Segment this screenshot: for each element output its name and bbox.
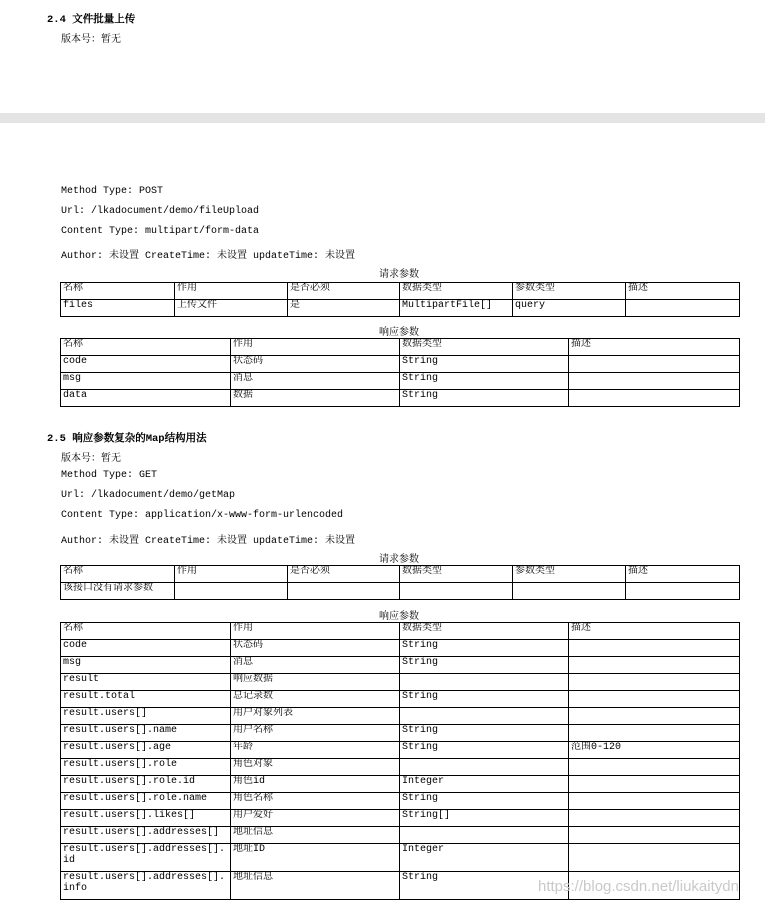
table-cell xyxy=(569,674,740,691)
table-row xyxy=(61,742,740,759)
table-cell: 地址ID xyxy=(231,844,400,872)
table-cell xyxy=(626,583,740,600)
table-header-cell: 名称 xyxy=(61,339,231,356)
table-cell: result.users[] xyxy=(61,708,231,725)
table-row xyxy=(61,793,740,810)
table-header-cell: 是否必须 xyxy=(288,283,400,300)
table-cell xyxy=(569,708,740,725)
table-cell: 角色id xyxy=(231,776,400,793)
response-params-table xyxy=(60,622,740,900)
table-cell xyxy=(569,657,740,674)
table-cell xyxy=(400,708,569,725)
table-cell xyxy=(569,844,740,872)
table-cell: String xyxy=(400,373,569,390)
table-cell: result.users[].addresses[].info xyxy=(61,872,231,900)
table-row xyxy=(61,759,740,776)
table-header-cell: 作用 xyxy=(175,566,288,583)
table-cell: 响应数据 xyxy=(231,674,400,691)
table-row xyxy=(61,356,740,373)
table-cell: result xyxy=(61,674,231,691)
table-cell: msg xyxy=(61,373,231,390)
table-row xyxy=(61,844,740,872)
table-cell: 地址信息 xyxy=(231,872,400,900)
table-cell: result.users[].likes[] xyxy=(61,810,231,827)
url-text: Url: /lkadocument/demo/getMap xyxy=(61,490,236,501)
table-header-cell: 描述 xyxy=(569,623,740,640)
author-info: Author: 未设置 CreateTime: 未设置 updateTime: 未设置 xyxy=(61,251,356,262)
table-cell: 上传文件 xyxy=(175,300,288,317)
response-params-caption: 响应参数 xyxy=(379,328,419,339)
table-cell: String xyxy=(400,872,569,900)
table-header-cell: 参数类型 xyxy=(513,566,626,583)
table-cell xyxy=(569,640,740,657)
table-cell: 用户对象列表 xyxy=(231,708,400,725)
table-cell xyxy=(513,583,626,600)
table-cell xyxy=(569,759,740,776)
table-cell: 用户名称 xyxy=(231,725,400,742)
table-cell xyxy=(569,691,740,708)
table-header-cell: 是否必须 xyxy=(288,566,400,583)
table-cell: 状态码 xyxy=(231,640,400,657)
table-cell: String[] xyxy=(400,810,569,827)
table-cell: 用户爱好 xyxy=(231,810,400,827)
table-header-cell: 参数类型 xyxy=(513,283,626,300)
table-cell xyxy=(400,583,513,600)
table-cell: result.total xyxy=(61,691,231,708)
table-cell: 状态码 xyxy=(231,356,400,373)
version-text: 版本号：暂无 xyxy=(61,454,121,465)
table-cell xyxy=(569,356,740,373)
table-header-row xyxy=(61,566,740,583)
table-header-cell: 名称 xyxy=(61,283,175,300)
table-row xyxy=(61,708,740,725)
section-title: 2.4 文件批量上传 xyxy=(47,14,136,26)
table-header-cell: 数据类型 xyxy=(400,623,569,640)
table-cell xyxy=(569,725,740,742)
table-cell xyxy=(569,793,740,810)
table-cell: 角色名称 xyxy=(231,793,400,810)
table-cell: result.users[].age xyxy=(61,742,231,759)
table-cell: 是 xyxy=(288,300,400,317)
table-cell: String xyxy=(400,657,569,674)
table-row xyxy=(61,810,740,827)
table-row xyxy=(61,725,740,742)
table-header-cell: 数据类型 xyxy=(400,339,569,356)
table-cell: 地址信息 xyxy=(231,827,400,844)
table-header-cell: 作用 xyxy=(231,339,400,356)
table-cell xyxy=(569,827,740,844)
table-row xyxy=(61,583,740,600)
table-cell: 范围0-120 xyxy=(569,742,740,759)
table-cell: Integer xyxy=(400,844,569,872)
table-cell: result.users[].role.id xyxy=(61,776,231,793)
watermark: https://blog.csdn.net/liukaitydn xyxy=(538,878,739,895)
table-header-cell: 描述 xyxy=(626,566,740,583)
table-cell xyxy=(288,583,400,600)
table-row xyxy=(61,657,740,674)
table-cell xyxy=(626,300,740,317)
table-cell xyxy=(569,373,740,390)
table-cell: String xyxy=(400,793,569,810)
table-cell: Integer xyxy=(400,776,569,793)
table-header-row xyxy=(61,283,740,300)
table-header-cell: 数据类型 xyxy=(400,566,513,583)
table-header-cell: 作用 xyxy=(231,623,400,640)
table-cell: query xyxy=(513,300,626,317)
table-row xyxy=(61,674,740,691)
url-text: Url: /lkadocument/demo/fileUpload xyxy=(61,206,260,217)
request-params-caption: 请求参数 xyxy=(379,555,419,566)
table-cell: msg xyxy=(61,657,231,674)
table-cell: result.users[].addresses[].id xyxy=(61,844,231,872)
table-cell: String xyxy=(400,640,569,657)
table-row xyxy=(61,691,740,708)
table-header-cell: 描述 xyxy=(569,339,740,356)
version-text: 版本号：暂无 xyxy=(61,35,121,46)
table-cell: String xyxy=(400,390,569,407)
table-cell xyxy=(569,390,740,407)
content-type: Content Type: multipart/form-data xyxy=(61,226,260,237)
table-cell xyxy=(400,759,569,776)
table-cell xyxy=(569,776,740,793)
table-cell: 总记录数 xyxy=(231,691,400,708)
table-header-row xyxy=(61,623,740,640)
table-header-cell: 作用 xyxy=(175,283,288,300)
response-params-table xyxy=(60,338,740,407)
page-separator xyxy=(0,113,765,123)
table-cell: code xyxy=(61,640,231,657)
table-cell: 数据 xyxy=(231,390,400,407)
table-cell: result.users[].role xyxy=(61,759,231,776)
table-header-cell: 数据类型 xyxy=(400,283,513,300)
request-params-caption: 请求参数 xyxy=(379,270,419,281)
table-cell: 角色对象 xyxy=(231,759,400,776)
method-type: Method Type: POST xyxy=(61,186,164,197)
table-cell: 年龄 xyxy=(231,742,400,759)
table-cell: String xyxy=(400,356,569,373)
table-cell: String xyxy=(400,742,569,759)
table-cell: 消息 xyxy=(231,373,400,390)
method-type: Method Type: GET xyxy=(61,470,158,481)
table-row xyxy=(61,827,740,844)
table-header-cell: 名称 xyxy=(61,623,231,640)
table-cell xyxy=(175,583,288,600)
table-row xyxy=(61,390,740,407)
section-title: 2.5 响应参数复杂的Map结构用法 xyxy=(47,433,207,445)
table-row xyxy=(61,776,740,793)
table-header-row xyxy=(61,339,740,356)
table-cell: data xyxy=(61,390,231,407)
table-cell: String xyxy=(400,725,569,742)
table-cell: files xyxy=(61,300,175,317)
request-params-table xyxy=(60,282,740,317)
table-header-cell: 名称 xyxy=(61,566,175,583)
table-cell: MultipartFile[] xyxy=(400,300,513,317)
table-cell: code xyxy=(61,356,231,373)
table-row xyxy=(61,373,740,390)
table-row xyxy=(61,300,740,317)
table-cell: 消息 xyxy=(231,657,400,674)
table-header-cell: 描述 xyxy=(626,283,740,300)
table-cell: result.users[].name xyxy=(61,725,231,742)
table-cell xyxy=(569,810,740,827)
request-params-table xyxy=(60,565,740,600)
table-cell: result.users[].role.name xyxy=(61,793,231,810)
response-params-caption: 响应参数 xyxy=(379,612,419,623)
author-info: Author: 未设置 CreateTime: 未设置 updateTime: 未设置 xyxy=(61,536,356,547)
table-cell: result.users[].addresses[] xyxy=(61,827,231,844)
table-cell xyxy=(400,674,569,691)
content-type: Content Type: application/x-www-form-urlencoded xyxy=(61,510,344,521)
table-row xyxy=(61,640,740,657)
table-cell: String xyxy=(400,691,569,708)
table-cell xyxy=(400,827,569,844)
table-cell: 该接口没有请求参数 xyxy=(61,583,175,600)
